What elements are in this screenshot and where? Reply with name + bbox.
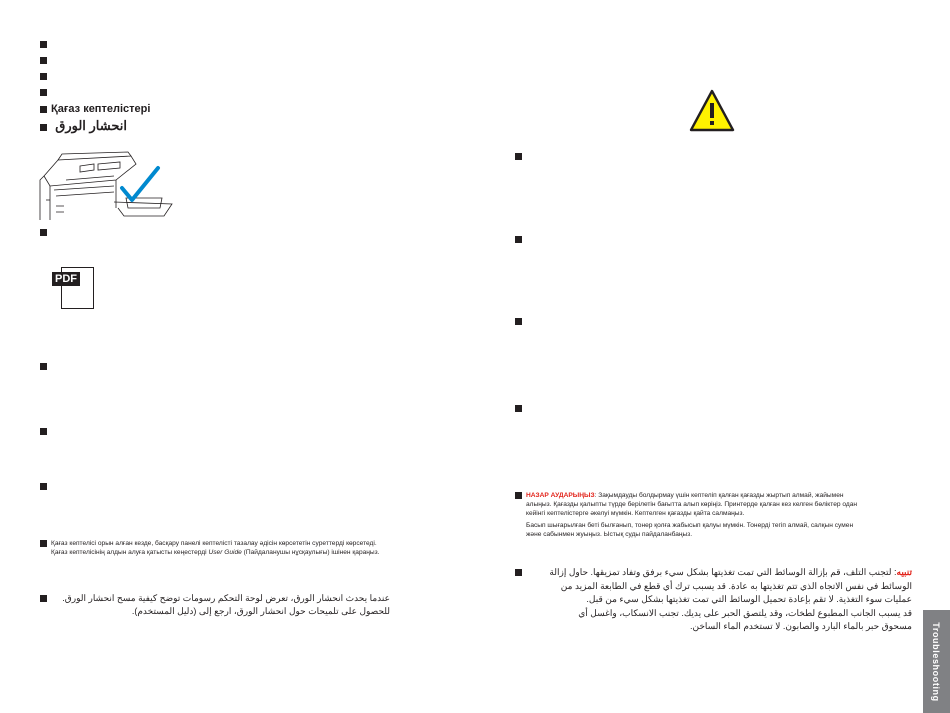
bullet-square-icon — [515, 318, 522, 325]
section-tab-label: Troubleshooting — [931, 622, 941, 702]
pdf-badge: PDF — [52, 272, 80, 286]
bullet-square-icon — [40, 89, 47, 96]
note-kazakh — [51, 539, 471, 557]
warning-kazakh-line-5: және сабынмен жуыңыз. Ыстық суды пайдаланбаңыз. — [526, 530, 693, 538]
bullet-square-icon — [40, 73, 47, 80]
checkmark-icon — [122, 168, 158, 200]
warning-arabic-line-1: تنبيه: لتجنب التلف، قم بإزالة الوسائط التي تمت تغذيتها بشكل سيء برفق وتفاد تمزيقها. حاول إزالة — [549, 567, 912, 577]
bullet-square-icon — [40, 428, 47, 435]
bullet-square-icon — [515, 153, 522, 160]
bullet-square-icon — [515, 405, 522, 412]
bullet-square-icon — [515, 569, 522, 576]
bullet-square-icon — [515, 492, 522, 499]
note-arabic-line-2: للحصول على تلميحات حول انحشار الورق، ارجع إلى (دليل المستخدم). — [131, 605, 390, 616]
bullet-square-icon — [40, 483, 47, 490]
warning-kazakh-line-3: кейінгі кептелістерге әкелуі мүмкін. Кептелген қағазды қайта салмаңыз. — [526, 510, 745, 518]
bullet-square-icon — [40, 124, 47, 131]
bullet-square-icon — [40, 41, 47, 48]
warning-kazakh-line-2: алыңыз. Қағазды қалыпты түрде берілетін бағытта алып көріңіз. Принтерде қалған кез келген бөліктер одан — [526, 501, 858, 509]
warning-arabic-line-2: الوسائط في نفس الاتجاه الذي تتم تغذيتها به عادة. قد يسبب ترك أي قطع في الطابعة المزيد من — [560, 580, 912, 591]
bullet-square-icon — [40, 106, 47, 113]
warning-arabic — [540, 566, 912, 634]
note-arabic — [60, 592, 390, 617]
heading-arabic: انحشار الورق — [55, 118, 127, 133]
warning-arabic-line-4: قد يسبب الجانب المطبوع لطخات، وقد يلتصق الحبر على يديك. تجنب الانسكاب، واغسل أي — [578, 607, 912, 618]
warning-kazakh-line-4: Басып шығарылған беті былғанып, тонер қолға жабысып қалуы мүмкін. Тонерді тегіп алмай, салқын сумен — [526, 521, 854, 529]
bullet-square-icon — [40, 363, 47, 370]
warning-kazakh — [526, 491, 916, 539]
bullet-square-icon — [40, 595, 47, 602]
section-tab — [923, 610, 950, 713]
printer-illustration — [36, 150, 178, 222]
bullet-square-icon — [515, 236, 522, 243]
heading-kazakh: Қағаз кептелістері — [51, 103, 151, 115]
warning-kazakh-line-1: НАЗАР АУДАРЫҢЫЗ: Зақымдауды болдырмау үшін кептеліп қалған қағазды жыртып алмай, жайымен — [526, 492, 844, 499]
warning-label: НАЗАР АУДАРЫҢЫЗ — [526, 492, 595, 499]
bullet-square-icon — [40, 540, 47, 547]
caution-triangle-icon — [689, 89, 735, 132]
user-guide-title: User Guide — [208, 549, 242, 557]
note-arabic-line-1: عندما يحدث انحشار الورق، تعرض لوحة التحكم رسومات توضح كيفية مسح انحشار الورق. — [62, 593, 390, 603]
note-kazakh-line-2: Қағаз кептелісінің алдын алуға қатысты кеңестерді User Guide (Пайдаланушы нұсқаулығы) ішінен қараңыз. — [51, 549, 380, 557]
note-kazakh-line-1: Қағаз кептелісі орын алған кезде, басқару панелі кептелісті тазалау әдісін көрсететін суреттерді көрсетеді. — [51, 540, 377, 547]
warning-arabic-line-3: عمليات سوء التغذية. لا تقم بإعادة تحميل الوسائط التي تمت تغذيتها بشكل سيء من قبل. — [586, 594, 912, 604]
warning-arabic-line-5: مسحوق حبر بالماء البارد والصابون. لا تستخدم الماء الساخن. — [690, 621, 912, 631]
bullet-square-icon — [40, 57, 47, 64]
arabic-warning-label: تنبيه — [896, 567, 912, 577]
bullet-square-icon — [40, 229, 47, 236]
